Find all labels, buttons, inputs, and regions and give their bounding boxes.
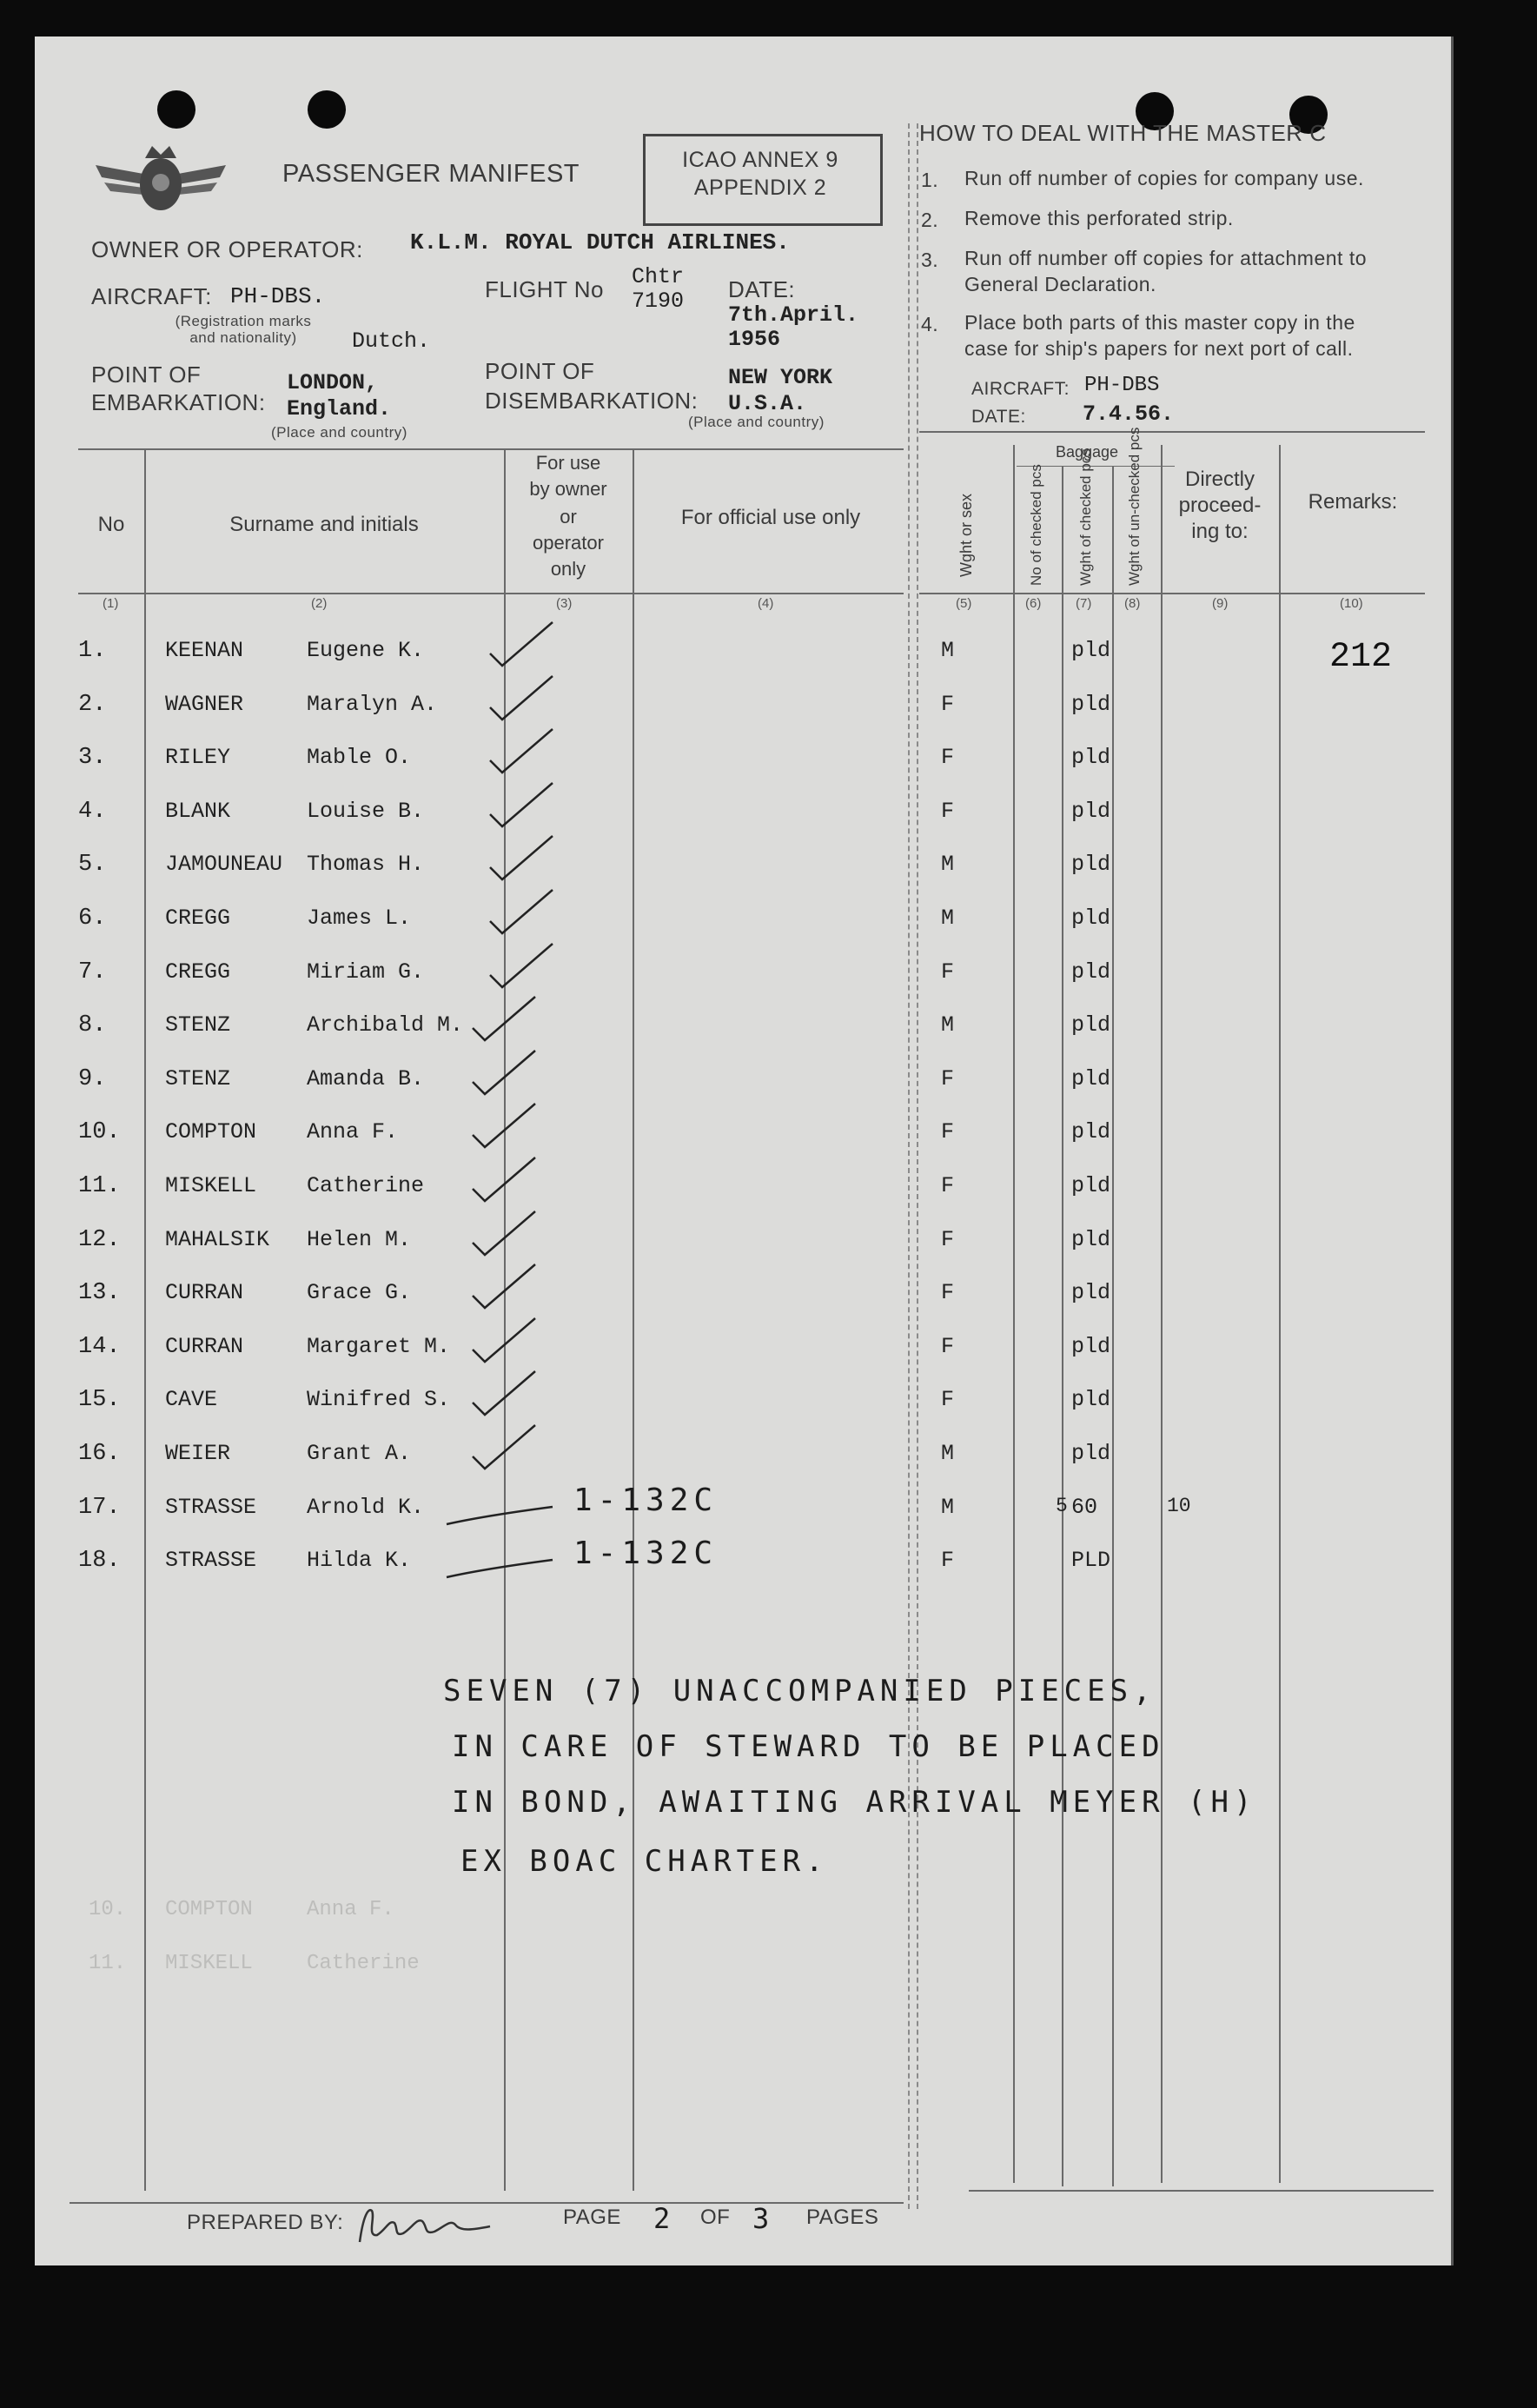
- col-header-directly-3: ing to:: [1191, 520, 1249, 543]
- checked-weight: pld: [1071, 745, 1111, 770]
- passenger-sex: F: [941, 1119, 955, 1144]
- checked-weight: pld: [1071, 1227, 1111, 1252]
- checked-weight: pld: [1071, 1012, 1111, 1038]
- passenger-given-name: Maralyn A.: [307, 692, 438, 717]
- passenger-given-name: Eugene K.: [307, 638, 425, 663]
- ghost-row-given: Catherine: [307, 1952, 420, 1975]
- passenger-given-name: Hilda K.: [307, 1548, 412, 1573]
- col-header-wght-sex: Wght or sex: [957, 493, 975, 577]
- passenger-sex: F: [941, 1334, 955, 1359]
- manifest-sheet: [35, 36, 1454, 2265]
- ghost-row-no: 11.: [89, 1952, 127, 1975]
- passenger-number: 13.: [78, 1280, 121, 1306]
- passenger-number: 14.: [78, 1334, 121, 1360]
- check-mark-icon: [469, 1154, 539, 1206]
- icao-annex-line2: APPENDIX 2: [693, 176, 827, 200]
- passenger-number: 15.: [78, 1387, 121, 1413]
- ghost-row-surname: COMPTON: [165, 1898, 253, 1921]
- checked-weight: pld: [1071, 1441, 1111, 1466]
- date-value-2: 1956: [728, 327, 781, 352]
- passenger-surname: STRASSE: [165, 1548, 257, 1573]
- date-label: DATE:: [728, 276, 796, 302]
- col-header-directly-1: Directly: [1184, 468, 1255, 491]
- check-mark-icon: [487, 779, 556, 832]
- instructions-title: HOW TO DEAL WITH THE MASTER C: [919, 120, 1327, 146]
- check-mark-icon: [443, 1486, 556, 1538]
- instruction-text-4a: Place both parts of this master copy in the: [964, 311, 1355, 334]
- checked-weight: pld: [1071, 1387, 1111, 1412]
- passenger-row: [35, 1387, 1451, 1439]
- checked-weight: pld: [1071, 1280, 1111, 1305]
- col-header-owner-use-1: For use: [535, 452, 601, 474]
- col-header-directly-2: proceed-: [1178, 494, 1262, 517]
- klm-crown-logo-icon: [91, 139, 230, 217]
- check-mark-icon: [487, 940, 556, 992]
- note-line-2: IN CARE OF STEWARD TO BE PLACED: [452, 1729, 1165, 1764]
- prepared-by-label: PREPARED BY:: [187, 2211, 344, 2234]
- disembarkation-value-2: U.S.A.: [728, 391, 807, 416]
- passenger-given-name: James L.: [307, 905, 412, 931]
- passenger-number: 17.: [78, 1495, 121, 1521]
- note-line-1: SEVEN (7) UNACCOMPANIED PIECES,: [443, 1674, 1156, 1708]
- check-mark-icon: [469, 1208, 539, 1260]
- col-num-2: (2): [311, 596, 328, 611]
- passenger-row: [35, 1119, 1451, 1171]
- checked-weight: pld: [1071, 638, 1111, 663]
- col-header-wght-unchecked: Wght of un-checked pcs: [1126, 427, 1143, 586]
- col-header-owner-use-4: operator: [533, 532, 604, 554]
- passenger-sex: M: [941, 905, 955, 931]
- passenger-number: 2.: [78, 692, 107, 718]
- passenger-surname: MAHALSIK: [165, 1227, 270, 1252]
- col-num-4: (4): [758, 596, 774, 611]
- passenger-given-name: Winifred S.: [307, 1387, 451, 1412]
- passenger-surname: CREGG: [165, 905, 231, 931]
- passenger-sex: M: [941, 852, 955, 877]
- check-mark-icon: [487, 886, 556, 939]
- disembarkation-value-1: NEW YORK: [728, 365, 833, 390]
- disembarkation-label-2: DISEMBARKATION:: [485, 388, 699, 414]
- passenger-row: [35, 1227, 1451, 1279]
- passenger-surname: WAGNER: [165, 692, 244, 717]
- passenger-number: 8.: [78, 1012, 107, 1038]
- embarkation-label-2: EMBARKATION:: [91, 389, 266, 415]
- instructions-date-value: 7.4.56.: [1083, 401, 1175, 427]
- passenger-row: [35, 1066, 1451, 1118]
- passenger-surname: RILEY: [165, 745, 231, 770]
- passenger-row: [35, 1536, 1451, 1600]
- passenger-surname: CREGG: [165, 959, 231, 985]
- checked-weight: PLD: [1071, 1548, 1111, 1573]
- passenger-surname: CURRAN: [165, 1280, 244, 1305]
- passenger-sex: M: [941, 1012, 955, 1038]
- passenger-row: [35, 905, 1451, 958]
- passenger-row: [35, 959, 1451, 1012]
- col-num-8: (8): [1124, 596, 1141, 611]
- col-num-10: (10): [1340, 596, 1363, 611]
- date-value-1: 7th.April.: [728, 302, 859, 328]
- checked-pieces: 5: [1056, 1495, 1068, 1517]
- aircraft-label: AIRCRAFT:: [91, 283, 212, 309]
- passenger-surname: STENZ: [165, 1012, 231, 1038]
- passenger-number: 11.: [78, 1173, 121, 1199]
- col-header-owner-use-2: by owner: [529, 478, 607, 500]
- check-mark-icon: [487, 833, 556, 885]
- passenger-number: 7.: [78, 959, 107, 985]
- passenger-number: 1.: [78, 638, 107, 664]
- manifest-title: PASSENGER MANIFEST: [282, 160, 580, 188]
- check-mark-icon: [469, 1261, 539, 1313]
- column-header-rule-right: [919, 593, 1425, 594]
- instruction-text-4b: case for ship's papers for next port of call.: [964, 337, 1354, 360]
- passenger-sex: M: [941, 638, 955, 663]
- passenger-number: 10.: [78, 1119, 121, 1145]
- passenger-given-name: Grace G.: [307, 1280, 412, 1305]
- embarkation-note: (Place and country): [271, 424, 407, 441]
- embarkation-value-2: England.: [287, 396, 392, 421]
- flight-label: FLIGHT No: [485, 276, 604, 302]
- checked-weight: 60: [1071, 1495, 1098, 1520]
- passenger-number: 18.: [78, 1548, 121, 1574]
- check-mark-icon: [469, 1047, 539, 1099]
- instruction-num-2: 2.: [921, 209, 939, 231]
- passenger-row: [35, 799, 1451, 851]
- instructions-aircraft-label: AIRCRAFT:: [971, 379, 1070, 399]
- flight-value-2: 7190: [632, 289, 685, 314]
- passenger-row: [35, 1334, 1451, 1386]
- flight-value-1: Chtr: [632, 264, 685, 289]
- passenger-number: 9.: [78, 1066, 107, 1092]
- passenger-sex: F: [941, 1227, 955, 1252]
- instruction-num-3: 3.: [921, 249, 939, 271]
- passenger-surname: JAMOUNEAU: [165, 852, 283, 877]
- header-rule-right: [919, 431, 1425, 433]
- owner-label: OWNER OR OPERATOR:: [91, 236, 363, 262]
- remarks-value: 212: [1329, 638, 1393, 677]
- passenger-number: 12.: [78, 1227, 121, 1253]
- col-header-surname: Surname and initials: [229, 513, 419, 536]
- passenger-given-name: Margaret M.: [307, 1334, 451, 1359]
- col-header-checked-pcs: No of checked pcs: [1028, 464, 1044, 586]
- passenger-given-name: Anna F.: [307, 1119, 399, 1144]
- instruction-text-1: Run off number of copies for company use.: [964, 167, 1364, 189]
- punch-hole: [157, 90, 195, 129]
- ghost-row-surname: MISKELL: [165, 1952, 253, 1975]
- header-rule: [78, 448, 904, 450]
- pages-label: PAGES: [806, 2206, 879, 2229]
- passenger-sex: F: [941, 692, 955, 717]
- official-use-entry: 1-132C: [573, 1536, 719, 1571]
- page-label: PAGE: [563, 2206, 621, 2229]
- passenger-row: [35, 745, 1451, 797]
- check-mark-icon: [487, 619, 556, 671]
- passenger-sex: F: [941, 1066, 955, 1091]
- instruction-num-1: 1.: [921, 169, 939, 191]
- instructions-aircraft-value: PH-DBS: [1084, 374, 1160, 397]
- aircraft-note: (Registration marks and nationality): [175, 313, 312, 346]
- ghost-row-no: 10.: [89, 1898, 127, 1921]
- passenger-given-name: Mable O.: [307, 745, 412, 770]
- col-header-owner-use-5: only: [550, 558, 586, 580]
- passenger-surname: WEIER: [165, 1441, 231, 1466]
- passenger-surname: COMPTON: [165, 1119, 257, 1144]
- passenger-given-name: Catherine: [307, 1173, 425, 1198]
- passenger-surname: MISKELL: [165, 1173, 257, 1198]
- col-num-3: (3): [556, 596, 573, 611]
- passenger-row: [35, 692, 1451, 744]
- passenger-surname: CAVE: [165, 1387, 218, 1412]
- passenger-given-name: Amanda B.: [307, 1066, 425, 1091]
- official-use-entry: 1-132C: [573, 1483, 719, 1518]
- passenger-sex: F: [941, 1387, 955, 1412]
- col-num-5: (5): [956, 596, 972, 611]
- passenger-given-name: Archibald M.: [307, 1012, 464, 1038]
- embarkation-label-1: POINT OF: [91, 362, 202, 388]
- passenger-number: 6.: [78, 905, 107, 932]
- passenger-given-name: Grant A.: [307, 1441, 412, 1466]
- note-line-4: EX BOAC CHARTER.: [460, 1844, 829, 1879]
- passenger-number: 16.: [78, 1441, 121, 1467]
- check-mark-icon: [487, 673, 556, 725]
- check-mark-icon: [469, 1100, 539, 1152]
- passenger-sex: F: [941, 799, 955, 824]
- note-line-3: IN BOND, AWAITING ARRIVAL MEYER (H): [452, 1785, 1257, 1820]
- col-header-official: For official use only: [680, 506, 861, 529]
- passenger-row: [35, 638, 1451, 690]
- check-mark-icon: [487, 726, 556, 778]
- passenger-number: 4.: [78, 799, 107, 825]
- instruction-text-2: Remove this perforated strip.: [964, 207, 1234, 229]
- col-num-7: (7): [1076, 596, 1092, 611]
- checked-weight: pld: [1071, 1173, 1111, 1198]
- passenger-surname: STENZ: [165, 1066, 231, 1091]
- col-num-1: (1): [103, 596, 119, 611]
- nationality-value: Dutch.: [352, 328, 431, 354]
- instruction-num-4: 4.: [921, 313, 939, 335]
- passenger-sex: M: [941, 1441, 955, 1466]
- instruction-text-3b: General Declaration.: [964, 273, 1156, 295]
- passenger-sex: F: [941, 959, 955, 985]
- passenger-row: [35, 1173, 1451, 1225]
- passenger-row: [35, 1441, 1451, 1493]
- owner-value: K.L.M. ROYAL DUTCH AIRLINES.: [410, 229, 790, 255]
- aircraft-value: PH-DBS.: [230, 283, 326, 309]
- passenger-given-name: Miriam G.: [307, 959, 425, 985]
- signature: [351, 2200, 516, 2251]
- checked-weight: pld: [1071, 1334, 1111, 1359]
- check-mark-icon: [469, 1315, 539, 1367]
- punch-hole: [308, 90, 346, 129]
- passenger-sex: M: [941, 1495, 955, 1520]
- checked-weight: pld: [1071, 1119, 1111, 1144]
- passenger-given-name: Louise B.: [307, 799, 425, 824]
- column-header-rule: [78, 593, 904, 594]
- of-label: OF: [700, 2206, 731, 2229]
- checked-weight: pld: [1071, 692, 1111, 717]
- passenger-row: [35, 1012, 1451, 1065]
- passenger-surname: KEENAN: [165, 638, 244, 663]
- checked-weight: pld: [1071, 799, 1111, 824]
- passenger-sex: F: [941, 745, 955, 770]
- col-header-wght-checked: Wght of checked pcs: [1077, 448, 1094, 586]
- check-mark-icon: [443, 1539, 556, 1591]
- check-mark-icon: [469, 1422, 539, 1474]
- passenger-row: [35, 1483, 1451, 1547]
- embarkation-value-1: LONDON,: [287, 370, 379, 395]
- checked-weight: pld: [1071, 959, 1111, 985]
- checked-weight: pld: [1071, 852, 1111, 877]
- checked-weight: pld: [1071, 1066, 1111, 1091]
- col-header-baggage: Baggage: [1055, 443, 1119, 461]
- passenger-sex: F: [941, 1173, 955, 1198]
- disembarkation-note: (Place and country): [688, 414, 825, 430]
- checked-weight: pld: [1071, 905, 1111, 931]
- col-num-9: (9): [1212, 596, 1229, 611]
- instruction-text-3a: Run off number off copies for attachment to: [964, 247, 1368, 269]
- col-num-6: (6): [1025, 596, 1042, 611]
- passenger-number: 3.: [78, 745, 107, 771]
- passenger-number: 5.: [78, 852, 107, 878]
- of-value: 3: [752, 2202, 770, 2235]
- passenger-given-name: Thomas H.: [307, 852, 425, 877]
- col-header-owner-use-3: or: [560, 506, 577, 527]
- passenger-given-name: Arnold K.: [307, 1495, 425, 1520]
- passenger-given-name: Helen M.: [307, 1227, 412, 1252]
- col-header-no: No: [97, 513, 125, 536]
- passenger-surname: CURRAN: [165, 1334, 244, 1359]
- passenger-row: [35, 852, 1451, 904]
- unchecked-weight: 10: [1167, 1495, 1191, 1517]
- passenger-row: [35, 1280, 1451, 1332]
- check-mark-icon: [469, 1368, 539, 1420]
- page-value: 2: [653, 2202, 671, 2235]
- col-header-remarks: Remarks:: [1308, 490, 1398, 514]
- passenger-surname: STRASSE: [165, 1495, 257, 1520]
- passenger-sex: F: [941, 1280, 955, 1305]
- icao-annex-line1: ICAO ANNEX 9: [682, 148, 838, 172]
- passenger-sex: F: [941, 1548, 955, 1573]
- check-mark-icon: [469, 993, 539, 1045]
- instructions-date-label: DATE:: [971, 407, 1026, 427]
- table-bottom-rule-right: [969, 2190, 1434, 2192]
- ghost-row-given: Anna F.: [307, 1898, 394, 1921]
- disembarkation-label-1: POINT OF: [485, 358, 595, 384]
- passenger-surname: BLANK: [165, 799, 231, 824]
